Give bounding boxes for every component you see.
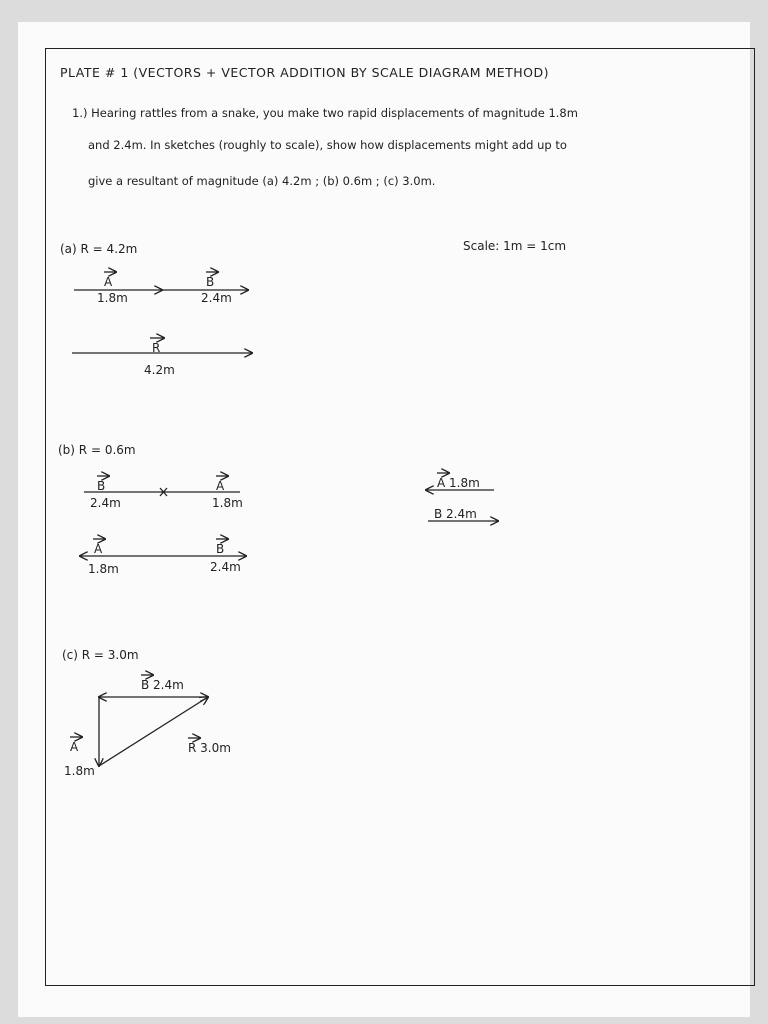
triangle-vector-a-magnitude: 1.8m: [64, 764, 95, 778]
part-b-label: (b) R = 0.6m: [58, 443, 136, 457]
vector-b-magnitude: 2.4m: [201, 291, 232, 305]
triangle-vector-a-label: A: [70, 740, 79, 754]
scale-note: Scale: 1m = 1cm: [463, 239, 567, 253]
bottom-vector-b-magnitude: 2.4m: [210, 560, 241, 574]
triangle-vector-b-label: B 2.4m: [141, 678, 184, 692]
problem-line-3: give a resultant of magnitude (a) 4.2m ; (b) 0.6m ; (c) 3.0m.: [88, 174, 436, 188]
vector-b-label: B: [206, 275, 215, 289]
top-vector-a-magnitude: 1.8m: [212, 496, 243, 510]
triangle-r-arrow: [99, 697, 208, 766]
vector-a-magnitude: 1.8m: [97, 291, 128, 305]
part-c-label: (c) R = 3.0m: [62, 648, 139, 662]
side-vector-b-label: B 2.4m: [434, 507, 477, 521]
top-vector-a-label: A: [216, 479, 225, 493]
bottom-vector-a-magnitude: 1.8m: [88, 562, 119, 576]
top-vector-b-magnitude: 2.4m: [90, 496, 121, 510]
problem-line-2: and 2.4m. In sketches (roughly to scale), show how displacements might add up to: [88, 138, 567, 152]
triangle-resultant-label: R 3.0m: [188, 741, 231, 755]
vector-a-label: A: [104, 275, 113, 289]
side-vector-a-label: A 1.8m: [437, 476, 480, 490]
part-a-label: (a) R = 4.2m: [60, 242, 138, 256]
bottom-vector-a-label: A: [94, 542, 103, 556]
page-title: PLATE # 1 (VECTORS + VECTOR ADDITION BY SCALE DIAGRAM METHOD): [60, 65, 550, 80]
top-vector-b-label: B: [97, 479, 106, 493]
resultant-label: R: [152, 341, 161, 355]
bottom-vector-b-label: B: [216, 542, 225, 556]
resultant-magnitude: 4.2m: [144, 363, 175, 377]
problem-line-1: 1.) Hearing rattles from a snake, you make two rapid displacements of magnitude 1.8m: [72, 106, 578, 120]
